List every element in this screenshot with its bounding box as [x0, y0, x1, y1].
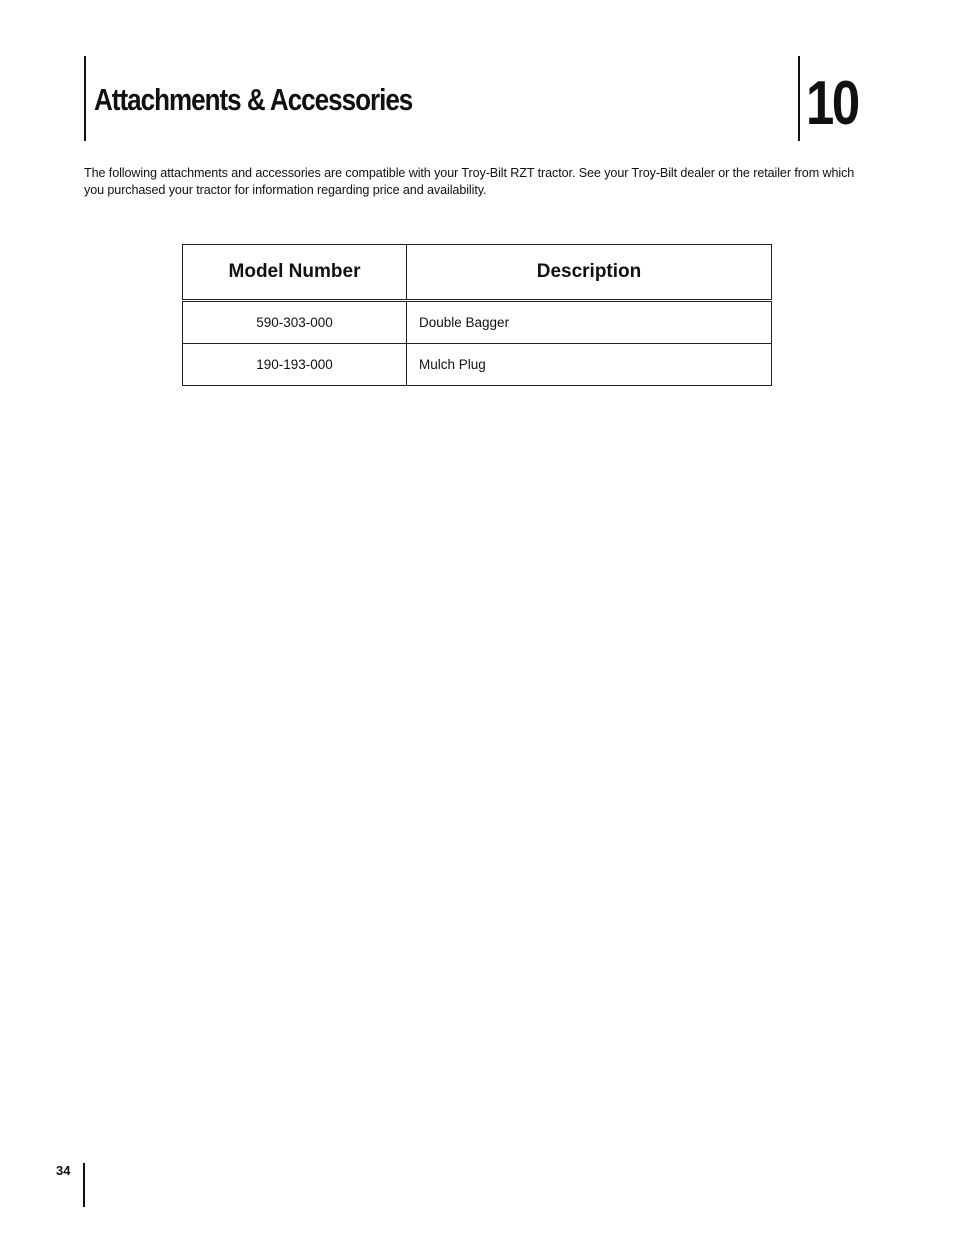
table-header-row — [183, 245, 772, 301]
table-row — [183, 301, 772, 344]
accessories-table — [182, 244, 772, 386]
page-title: Attachments & Accessories — [94, 82, 413, 117]
chapter-rule — [798, 56, 800, 141]
description-cell: Double Bagger — [407, 301, 772, 344]
column-header-model-number: Model Number — [183, 245, 407, 301]
title-rule — [84, 56, 86, 141]
page-number-rule — [83, 1163, 85, 1207]
page-number: 34 — [56, 1163, 71, 1178]
table-row — [183, 344, 772, 386]
model-number-cell: 590-303-000 — [183, 301, 407, 344]
description-cell: Mulch Plug — [407, 344, 772, 386]
intro-paragraph: The following attachments and accessories are compatible with your Troy-Bilt RZT tractor. See your Troy-Bilt dealer or the retailer from which you purchased your tractor for information regarding price and availability. — [84, 166, 855, 197]
chapter-number: 10 — [806, 69, 858, 138]
model-number-cell: 190-193-000 — [183, 344, 407, 386]
column-header-description: Description — [407, 245, 772, 301]
